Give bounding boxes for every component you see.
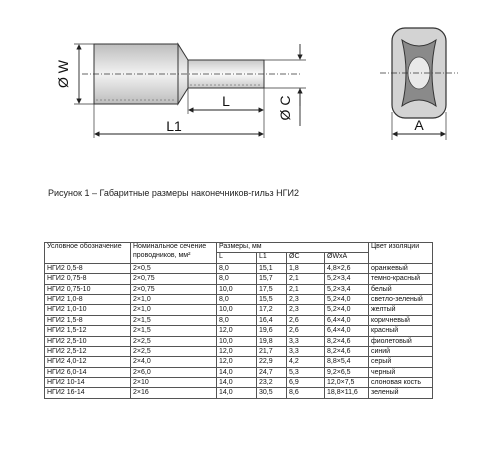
cell-l: 12,0 — [217, 326, 257, 336]
cell-wa: 9,2×6,5 — [325, 367, 369, 377]
cell-name: НГИ2 0,75-8 — [45, 274, 131, 284]
cell-section: 2×1,5 — [131, 315, 217, 325]
cell-l1: 19,8 — [257, 336, 287, 346]
cell-l1: 19,6 — [257, 326, 287, 336]
label-a: A — [414, 117, 424, 133]
cell-l1: 24,7 — [257, 367, 287, 377]
cell-l1: 15,1 — [257, 263, 287, 273]
cell-section: 2×4,0 — [131, 357, 217, 367]
cell-c: 3,3 — [287, 346, 325, 356]
cell-l: 12,0 — [217, 357, 257, 367]
cell-wa: 18,8×11,6 — [325, 388, 369, 398]
cell-c: 4,2 — [287, 357, 325, 367]
header-color: Цвет изоляции — [369, 243, 433, 264]
cell-c: 2,1 — [287, 274, 325, 284]
cell-wa: 4,8×2,6 — [325, 263, 369, 273]
cell-color: темно-красный — [369, 274, 433, 284]
cell-l1: 22,9 — [257, 357, 287, 367]
cell-l1: 16,4 — [257, 315, 287, 325]
cell-wa: 8,2×4,6 — [325, 346, 369, 356]
cell-name: НГИ2 1,0-10 — [45, 305, 131, 315]
table-row — [45, 336, 433, 346]
figure-caption: Рисунок 1 – Габаритные размеры наконечников-гильз НГИ2 — [48, 188, 300, 198]
cell-c: 8,6 — [287, 388, 325, 398]
cell-c: 3,3 — [287, 336, 325, 346]
header-l: L — [217, 253, 257, 263]
cell-l1: 15,5 — [257, 294, 287, 304]
cell-color: светло-зеленый — [369, 294, 433, 304]
cell-section: 2×1,0 — [131, 294, 217, 304]
dimension-drawing — [0, 0, 500, 180]
cell-section: 2×1,0 — [131, 305, 217, 315]
cell-wa: 8,2×4,6 — [325, 336, 369, 346]
cell-l1: 17,5 — [257, 284, 287, 294]
cell-c: 2,6 — [287, 315, 325, 325]
cell-c: 2,3 — [287, 294, 325, 304]
cell-wa: 5,2×4,0 — [325, 294, 369, 304]
cell-section: 2×2,5 — [131, 336, 217, 346]
cell-name: НГИ2 1,5-12 — [45, 326, 131, 336]
cell-c: 2,3 — [287, 305, 325, 315]
cell-section: 2×16 — [131, 388, 217, 398]
cell-wa: 6,4×4,0 — [325, 326, 369, 336]
cell-l: 10,0 — [217, 336, 257, 346]
cell-l: 14,0 — [217, 378, 257, 388]
cell-l: 10,0 — [217, 284, 257, 294]
cell-color: синий — [369, 346, 433, 356]
table-row — [45, 326, 433, 336]
cell-l: 8,0 — [217, 263, 257, 273]
cell-l: 14,0 — [217, 388, 257, 398]
cell-color: желтый — [369, 305, 433, 315]
cell-color: серый — [369, 357, 433, 367]
cell-name: НГИ2 4,0-12 — [45, 357, 131, 367]
cell-wa: 8,8×5,4 — [325, 357, 369, 367]
header-l1: L1 — [257, 253, 287, 263]
cell-color: фиолетовый — [369, 336, 433, 346]
cell-section: 2×0,75 — [131, 274, 217, 284]
table-row — [45, 388, 433, 398]
cell-name: НГИ2 6,0-14 — [45, 367, 131, 377]
cell-l1: 15,7 — [257, 274, 287, 284]
header-c: ØC — [287, 253, 325, 263]
cell-name: НГИ2 0,5-8 — [45, 263, 131, 273]
cell-section: 2×0,75 — [131, 284, 217, 294]
table-row — [45, 357, 433, 367]
cell-color: черный — [369, 367, 433, 377]
table-row — [45, 378, 433, 388]
label-w: Ø W — [55, 60, 71, 88]
cell-l: 8,0 — [217, 294, 257, 304]
cell-l: 8,0 — [217, 274, 257, 284]
cell-name: НГИ2 1,5-8 — [45, 315, 131, 325]
cell-l: 12,0 — [217, 346, 257, 356]
table-row — [45, 284, 433, 294]
header-section: Номинальное сечение проводников, мм² — [131, 243, 217, 264]
cell-l1: 23,2 — [257, 378, 287, 388]
cell-color: белый — [369, 284, 433, 294]
cell-l: 10,0 — [217, 305, 257, 315]
cell-section: 2×1,5 — [131, 326, 217, 336]
table-row — [45, 294, 433, 304]
cell-name: НГИ2 1,0-8 — [45, 294, 131, 304]
cell-l1: 30,5 — [257, 388, 287, 398]
cell-l: 14,0 — [217, 367, 257, 377]
cell-wa: 5,2×4,0 — [325, 305, 369, 315]
cell-name: НГИ2 10-14 — [45, 378, 131, 388]
cell-c: 2,6 — [287, 326, 325, 336]
table-row — [45, 274, 433, 284]
cell-c: 2,1 — [287, 284, 325, 294]
table-row — [45, 263, 433, 273]
cell-c: 6,9 — [287, 378, 325, 388]
cell-c: 1,8 — [287, 263, 325, 273]
cell-color: слоновая кость — [369, 378, 433, 388]
label-l1: L1 — [166, 118, 182, 134]
cell-c: 5,3 — [287, 367, 325, 377]
cell-section: 2×6,0 — [131, 367, 217, 377]
header-wa: ØWxA — [325, 253, 369, 263]
cell-name: НГИ2 2,5-10 — [45, 336, 131, 346]
cell-color: зеленый — [369, 388, 433, 398]
cell-color: оранжевый — [369, 263, 433, 273]
table-row — [45, 367, 433, 377]
cell-l1: 17,2 — [257, 305, 287, 315]
table-row — [45, 315, 433, 325]
header-designation: Условное обозначение — [45, 243, 131, 264]
cell-section: 2×10 — [131, 378, 217, 388]
table-row — [45, 305, 433, 315]
cell-section: 2×2,5 — [131, 346, 217, 356]
cell-wa: 12,0×7,5 — [325, 378, 369, 388]
cell-l: 8,0 — [217, 315, 257, 325]
cell-name: НГИ2 16-14 — [45, 388, 131, 398]
header-sizes: Размеры, мм — [217, 243, 369, 253]
label-c: Ø C — [277, 95, 293, 121]
cell-wa: 6,4×4,0 — [325, 315, 369, 325]
dimensions-table — [44, 242, 433, 399]
cell-l1: 21,7 — [257, 346, 287, 356]
cell-wa: 5,2×3,4 — [325, 274, 369, 284]
cell-name: НГИ2 2,5-12 — [45, 346, 131, 356]
cell-section: 2×0,5 — [131, 263, 217, 273]
cell-color: красный — [369, 326, 433, 336]
label-l: L — [222, 93, 230, 109]
cell-color: коричневый — [369, 315, 433, 325]
cell-wa: 5,2×3,4 — [325, 284, 369, 294]
table-row — [45, 346, 433, 356]
cell-name: НГИ2 0,75-10 — [45, 284, 131, 294]
